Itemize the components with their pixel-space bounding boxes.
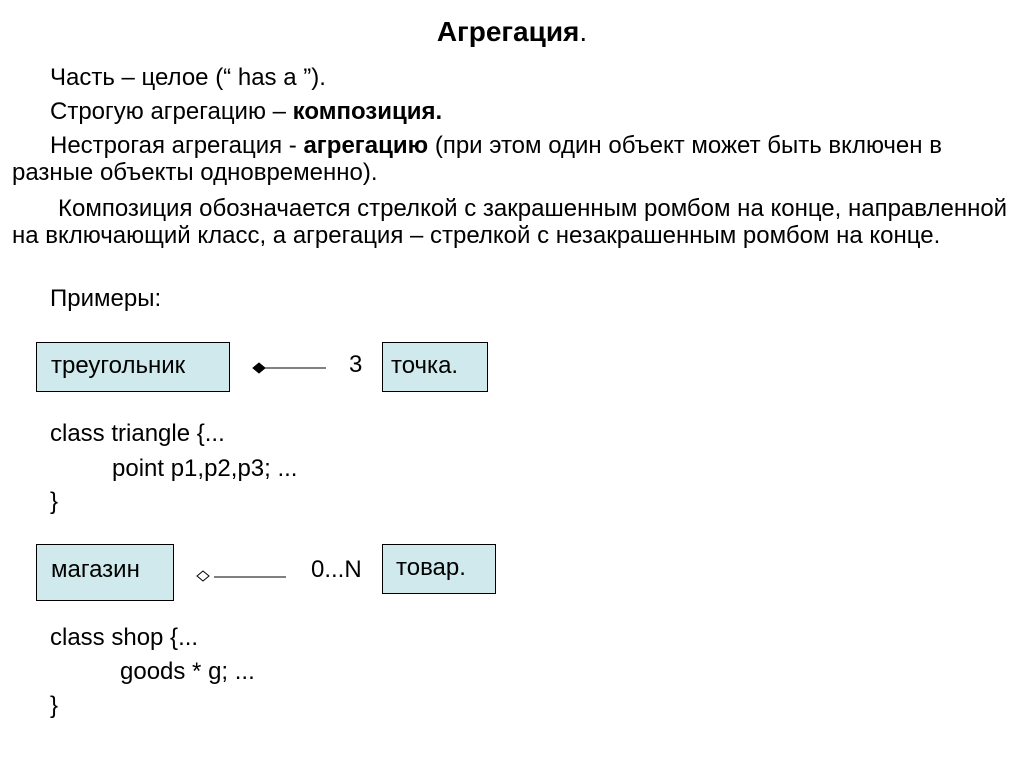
paragraph-strict-bold: композиция. (292, 98, 443, 125)
code-triangle-line1: class triangle {... (50, 420, 225, 447)
paragraph-strict-aggregation (12, 98, 1012, 125)
paragraph-loose-bold: агрегацию (303, 132, 429, 159)
code-shop-line2: goods * g; ... (120, 658, 255, 685)
shop-class-box (36, 544, 174, 601)
composition-multiplicity: 3 (349, 351, 363, 378)
filled-diamond-icon (253, 363, 265, 373)
shop-class-label: магазин (51, 556, 140, 583)
title-main: Агрегация (436, 16, 580, 47)
aggregation-connector (194, 566, 294, 586)
paragraph-part-whole (12, 64, 1012, 91)
paragraph-strict-text: Строгую агрегацию – (50, 98, 293, 125)
paragraph-loose-text-a: Нестрогая агрегация - (50, 132, 304, 159)
code-triangle-line3: } (50, 488, 59, 515)
paragraph-loose-text-b: (при этом один объект может быть включен в разные объекты одновременно). (12, 132, 942, 186)
point-class-box (382, 342, 488, 392)
paragraph-loose-aggregation (12, 132, 1012, 186)
paragraph-notation-text: Композиция обозначается стрелкой с закрашенным ромбом на конце, направленной на включающий класс, а агрегация – стрелкой с незакрашенным ромбом на конце. (12, 195, 1008, 249)
code-shop-line1: class shop {... (50, 624, 199, 651)
goods-class-box (382, 544, 496, 594)
composition-connector (250, 358, 330, 378)
code-triangle-line2: point p1,p2,p3; ... (112, 455, 298, 482)
goods-class-label: товар. (396, 554, 466, 581)
page-title (0, 14, 1024, 50)
hollow-diamond-icon (197, 571, 209, 581)
paragraph-examples (12, 285, 1012, 312)
paragraph-notation (12, 195, 1012, 249)
aggregation-multiplicity: 0...N (311, 556, 362, 583)
paragraph-examples-text: Примеры: (50, 285, 162, 312)
paragraph-part-whole-text: Часть – целое (“ has a ”). (50, 64, 326, 91)
triangle-class-box (36, 342, 230, 392)
triangle-class-label: треугольник (51, 352, 186, 379)
point-class-label: точка. (391, 352, 459, 379)
title-dot: . (579, 16, 588, 47)
code-shop-line3: } (50, 692, 59, 719)
